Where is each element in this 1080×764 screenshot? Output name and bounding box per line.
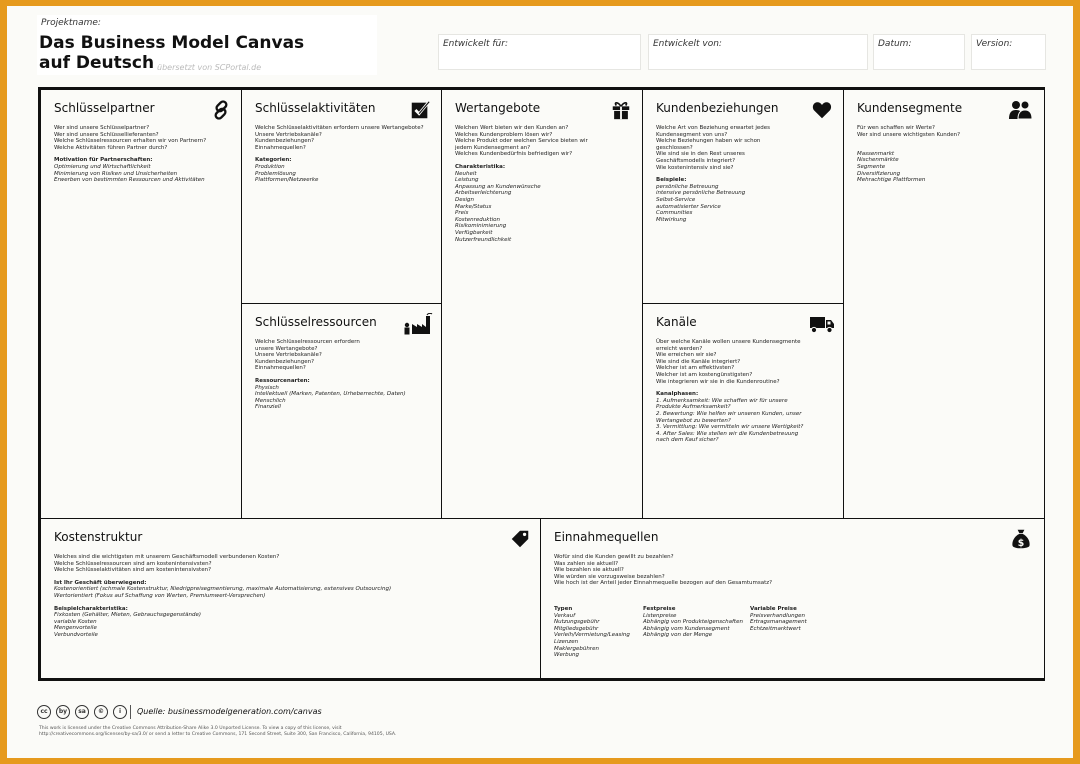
text-line: Kundensegment von uns? <box>656 131 728 138</box>
text-line: nach dem Kauf sicher? <box>656 437 719 444</box>
footer-divider <box>130 705 131 719</box>
text-line: Wer sind unsere wichtigsten Kunden? <box>857 131 961 138</box>
translation-credit: übersetzt von SCPortal.de <box>157 63 262 72</box>
text-line: 4. After Sales: Wie stellen wir die Kundenbetreuung <box>656 430 799 437</box>
text-line: Kostenreduktion <box>455 216 501 223</box>
text-line: Physisch <box>255 384 279 391</box>
text-line: persönliche Betreuung <box>656 183 719 190</box>
text-line: Selbst-Service <box>656 196 696 203</box>
text-line: Minimierung von Risiken und Unsicherheiten <box>54 170 178 177</box>
developed-for-label: Entwickelt für: <box>443 39 508 49</box>
text-line: Wie kostenintensiv sind sie? <box>656 164 734 171</box>
list-item: Preisverhandlungen <box>750 612 805 619</box>
block-title: Kundenbeziehungen <box>656 101 779 115</box>
text-line: Welchen Wert bieten wir den Kunden an? <box>455 125 569 131</box>
block-title: Kostenstruktur <box>54 530 143 544</box>
block-key-activities[interactable] <box>241 89 442 304</box>
project-name-field[interactable] <box>37 15 377 75</box>
section-heading <box>857 144 1036 151</box>
text-line: Kundenbeziehungen? <box>255 358 315 365</box>
text-line: variable Kosten <box>54 618 97 625</box>
text-line: Nutzerfreundlichkeit <box>455 236 512 243</box>
text-line: Verfügbarkeit <box>455 229 493 236</box>
block-title: Wertangebote <box>455 101 541 115</box>
text-line: Wie sind sie in den Rest unseres <box>656 151 745 158</box>
block-body <box>857 125 1036 184</box>
block-title: Kundensegmente <box>857 101 963 115</box>
block-key-resources[interactable] <box>241 303 442 519</box>
block-title: Schlüsselaktivitäten <box>255 101 376 115</box>
text-line: Welche Schlüsselaktivitäten sind am kostenintensivsten? <box>54 567 211 574</box>
text-line: Leistung <box>455 177 479 184</box>
license-text <box>39 726 396 738</box>
text-line: Preis <box>455 210 469 217</box>
revenue-column-fixed-prices <box>643 606 743 639</box>
block-customer-segments[interactable] <box>843 89 1045 519</box>
text-line: Verbundvorteile <box>54 631 98 638</box>
text-line: 1. Aufmerksamkeit: Wie schaffen wir für unsere <box>656 397 788 404</box>
date-field[interactable] <box>873 34 965 70</box>
text-line: Problemlösung <box>255 170 296 177</box>
text-line: Wie sind die Kanäle integriert? <box>656 358 741 365</box>
list-item: Nutzungsgebühr <box>554 619 600 626</box>
text-line: Marke/Status <box>455 203 492 210</box>
gift-icon <box>610 99 632 121</box>
text-line: Welche Produkt oder welchen Service bieten wir <box>455 138 588 145</box>
page-title: Das Business Model Canvas <box>39 33 305 53</box>
block-body <box>54 125 233 184</box>
list-item: Verkauf <box>554 612 576 619</box>
text-line: Für wen schaffen wir Werte? <box>857 125 935 131</box>
block-body <box>554 554 1036 587</box>
text-line: Finanziell <box>255 404 281 411</box>
list-item: Verleih/Vermietung/Leasing <box>554 632 630 639</box>
info-icon: i <box>113 705 127 719</box>
text-line: Wertangebot zu bewerten? <box>656 417 731 424</box>
text-line: unsere Wertangebote? <box>255 345 318 352</box>
text-line: Wie integrieren wir sie in die Kundenroutine? <box>656 378 780 385</box>
text-line: Mitwirkung <box>656 216 687 223</box>
developed-for-field[interactable] <box>438 34 641 70</box>
text-line: Plattformen/Netzwerke <box>255 177 319 184</box>
block-title: Kanäle <box>656 315 697 329</box>
license-line: http://creativecommons.org/licenses/by-sa/3.0/ or send a letter to Creative Commons, 171 Second Street, Suite 300, San Francisco, California, 94105, USA. <box>39 732 397 737</box>
block-body <box>255 339 433 411</box>
text-line: Welches sind die wichtigsten mit unserem Geschäftsmodell verbundenen Kosten? <box>54 554 280 560</box>
text-line: Mengenvorteile <box>54 625 97 632</box>
list-item: Echtzeitmarktwert <box>750 625 801 632</box>
text-line: Mehrachtige Plattformen <box>857 177 926 184</box>
text-line: Segmente <box>857 163 886 170</box>
text-line: Welche Art von Beziehung erwartet jedes <box>656 125 770 131</box>
section-heading: Kategorien: <box>255 157 292 164</box>
section-heading: Ist Ihr Geschäft überwiegend: <box>54 579 147 586</box>
text-line: Risikominimierung <box>455 223 507 230</box>
section-heading: Motivation für Partnerschaften: <box>54 157 153 164</box>
text-line: Wertorientiert (Fokus auf Schaffung von Werten, Premiumwert-Versprechen) <box>54 592 266 599</box>
text-line: intensive persönliche Betreuung <box>656 190 746 197</box>
text-line: Über welche Kanäle wollen unsere Kundensegmente <box>656 339 801 345</box>
heart-icon <box>811 99 833 121</box>
text-line: Nischenmärkte <box>857 157 899 164</box>
section-heading: Charakteristika: <box>455 163 506 170</box>
text-line: automatisierter Service <box>656 203 721 210</box>
text-line: Geschäftsmodells integriert? <box>656 157 736 164</box>
truck-icon <box>809 313 835 335</box>
text-line: Produktion <box>255 163 285 170</box>
text-line: 3. Vermittlung: Wie vermitteln wir unsere Wertigkeit? <box>656 424 804 431</box>
text-line: erreicht werden? <box>656 345 703 352</box>
text-line: Welche Schlüsselressourcen erfordern <box>255 339 360 345</box>
price-tag-icon <box>509 528 531 550</box>
text-line: Produkte Aufmerksamkeit? <box>656 404 731 411</box>
text-line: 2. Bewertung: Wie helfen wir unseren Kunden, unser <box>656 410 802 417</box>
text-line: Welche Beziehungen haben wir schon <box>656 138 761 145</box>
block-revenue-streams[interactable] <box>540 518 1045 679</box>
text-line: Welche Schlüsselressourcen erhalten wir von Partnern? <box>54 138 207 145</box>
revenue-column-variable-prices <box>750 606 807 632</box>
money-bag-icon <box>1010 528 1032 550</box>
list-item: Lizenzen <box>554 638 579 645</box>
block-value-propositions[interactable] <box>441 89 643 519</box>
text-line: Welche Schlüsselaktivitäten erfordern unsere Wertangebote? <box>255 125 424 131</box>
list-item: Abhängig von Produkteigenschaften <box>643 619 743 626</box>
text-line: Wie bezahlen sie aktuell? <box>554 567 624 574</box>
business-model-canvas <box>38 87 1045 681</box>
text-line: Anpassung an Kundenwünsche <box>455 183 541 190</box>
text-line: Intellektuell (Marken, Patenten, Urheberrechte, Daten) <box>255 391 406 398</box>
cc-by-icon: by <box>56 705 70 719</box>
block-customer-relationships[interactable] <box>642 89 844 304</box>
revenue-column-types <box>554 606 630 659</box>
block-body <box>255 125 433 184</box>
text-line: Unsere Vertriebskanäle? <box>255 131 322 138</box>
section-heading: Ressourcenarten: <box>255 377 310 384</box>
block-channels[interactable] <box>642 303 844 519</box>
text-line: geschlossen? <box>656 144 693 151</box>
block-body <box>656 339 835 444</box>
developed-by-label: Entwickelt von: <box>653 39 722 49</box>
block-title: Einnahmequellen <box>554 530 659 544</box>
text-line: Kostenorientiert (schmale Kostenstruktur, Niedrigpreisegmentierung, maximale Automatisierung, extensives Outsourcing) <box>54 586 392 593</box>
text-line: Design <box>455 196 474 203</box>
section-heading: Beispielcharakteristika: <box>54 605 128 612</box>
list-item: Abhängig von der Menge <box>643 632 713 639</box>
date-label: Datum: <box>878 39 912 49</box>
users-icon <box>1008 99 1034 121</box>
text-line: Optimierung und Wirtschaftlichkeit <box>54 163 151 170</box>
list-item: Mitgliedsgebühr <box>554 625 599 632</box>
text-line: Welches Kundenbedürfnis befriedigen wir? <box>455 151 573 158</box>
text-line: Wofür sind die Kunden gewillt zu bezahlen? <box>554 554 674 560</box>
link-icon <box>210 99 232 121</box>
text-line: jedem Kundensegment an? <box>455 144 531 151</box>
version-label: Version: <box>976 39 1013 49</box>
text-line: Wie erreichen wir sie? <box>656 352 717 359</box>
list-item: Maklergebühren <box>554 645 599 652</box>
text-line: Fixkosten (Gehälter, Mieten, Gebrauchsgegenstände) <box>54 612 202 619</box>
block-key-partners[interactable] <box>40 89 242 519</box>
list-item: Listenpreise <box>643 612 677 619</box>
text-line: Neuheit <box>455 170 477 177</box>
block-title: Schlüsselpartner <box>54 101 155 115</box>
text-line: Erwerben von bestimmten Ressourcen und Aktivitäten <box>54 177 205 184</box>
factory-icon <box>403 313 433 335</box>
text-line: Wer sind unsere Schlüssellieferanten? <box>54 131 159 138</box>
canvas-sheet <box>7 6 1073 758</box>
cc-icon: cc <box>37 705 51 719</box>
text-line: Wie hoch ist der Anteil jeder Einnahmequelle bezogen auf den Gesamtumsatz? <box>554 580 773 587</box>
license-line: This work is licensed under the Creative Commons Attribution-Share Alike 3.0 Unported License. To view a copy of this license, visit <box>39 726 342 731</box>
text-line: Einnahmequellen? <box>255 365 306 372</box>
text-line: Welcher ist am kostengünstigsten? <box>656 371 753 378</box>
text-line: Massenmarkt <box>857 150 895 157</box>
text-line: Welche Schlüsselressourcen sind am kostenintensivsten? <box>54 560 212 567</box>
text-line: Unsere Vertriebskanäle? <box>255 352 322 359</box>
text-line: Was zahlen sie aktuell? <box>554 560 619 567</box>
section-heading: Kanalphasen: <box>656 391 699 398</box>
block-cost-structure[interactable] <box>40 518 541 679</box>
cc-sa-icon: sa <box>75 705 89 719</box>
source-link[interactable]: Quelle: businessmodelgeneration.com/canvas <box>137 707 322 716</box>
list-item: Werbung <box>554 652 580 659</box>
version-field[interactable] <box>971 34 1046 70</box>
list-item: Abhängig vom Kundensegment <box>643 625 730 632</box>
text-line: Welche Aktivitäten führen Partner durch? <box>54 144 168 151</box>
text-line: Einnahmequellen? <box>255 144 306 151</box>
text-line: Welches Kundenproblem lösen wir? <box>455 131 553 138</box>
text-line: Communities <box>656 210 693 217</box>
list-item: Ertragsmanagement <box>750 619 807 626</box>
text-line: Kundenbeziehungen? <box>255 138 315 145</box>
block-body <box>656 125 835 223</box>
checkbox-icon <box>409 99 431 121</box>
text-line: Diversifizierung <box>857 170 901 177</box>
column-header: Festpreise <box>643 606 676 612</box>
text-line: Welcher ist am effektivsten? <box>656 365 735 372</box>
text-line: Wer sind unsere Schlüsselpartner? <box>54 125 150 131</box>
svg-text:$: $ <box>1017 537 1025 549</box>
text-line: Wie würden sie vorzugsweise bezahlen? <box>554 573 665 580</box>
section-heading: Beispiele: <box>656 177 687 184</box>
column-header: Variable Preise <box>750 606 797 612</box>
text-line: Menschlich <box>255 397 286 404</box>
copyright-icon: © <box>94 705 108 719</box>
page-title-line2: auf Deutsch <box>39 53 155 73</box>
block-body <box>54 554 532 639</box>
column-header: Typen <box>554 606 573 612</box>
project-name-label: Projektname: <box>41 18 101 28</box>
block-title: Schlüsselressourcen <box>255 315 377 329</box>
block-body <box>455 125 634 243</box>
text-line: Arbeitserleichterung <box>455 190 512 197</box>
developed-by-field[interactable] <box>648 34 868 70</box>
